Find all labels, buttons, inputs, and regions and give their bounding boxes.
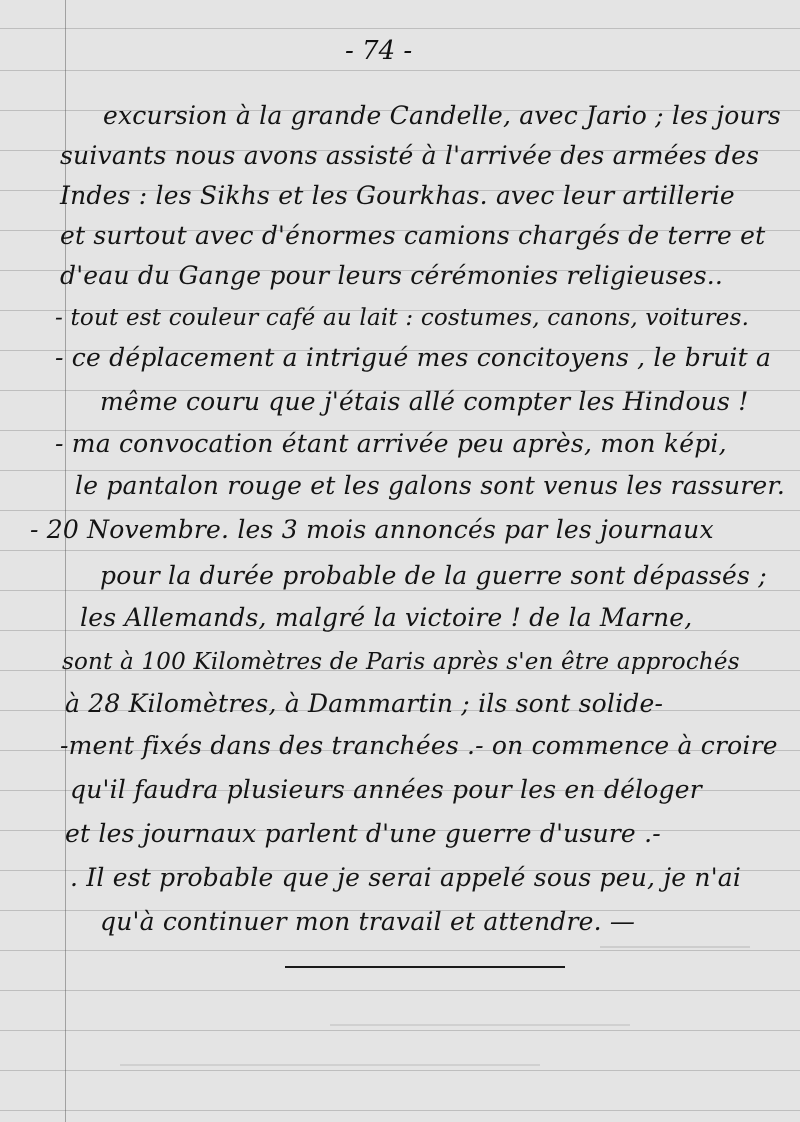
bleed-through-mark (600, 946, 750, 948)
handwritten-line: et surtout avec d'énormes camions chargés de terre et (60, 221, 766, 250)
handwritten-line: . Il est probable que je serai appelé sous peu, je n'ai (70, 863, 742, 892)
handwritten-line: - ma convocation étant arrivée peu après, mon képi, (55, 429, 727, 458)
handwritten-line: sont à 100 Kilomètres de Paris après s'en être approchés (62, 649, 740, 675)
handwritten-line: -ment fixés dans des tranchées .- on commence à croire (60, 731, 778, 760)
page-number: - 74 - (345, 36, 413, 66)
handwritten-line: les Allemands, malgré la victoire ! de la Marne, (80, 603, 693, 632)
handwritten-line: même couru que j'étais allé compter les Hindous ! (100, 387, 749, 416)
section-separator (285, 966, 565, 968)
handwritten-line: qu'il faudra plusieurs années pour les en déloger (70, 775, 702, 804)
handwritten-line: qu'à continuer mon travail et attendre. — (100, 907, 636, 936)
handwritten-line: pour la durée probable de la guerre sont dépassés ; (100, 561, 767, 590)
handwritten-line: - ce déplacement a intrigué mes concitoyens , le bruit a (55, 343, 772, 372)
handwritten-line: - 20 Novembre. les 3 mois annoncés par les journaux (30, 515, 714, 544)
handwritten-line: - tout est couleur café au lait : costumes, canons, voitures. (55, 305, 750, 331)
handwritten-line: Indes : les Sikhs et les Gourkhas. avec leur artillerie (60, 181, 735, 210)
handwritten-line: et les journaux parlent d'une guerre d'usure .- (65, 819, 661, 848)
handwritten-line: le pantalon rouge et les galons sont venus les rassurer. (75, 471, 785, 500)
handwritten-line: d'eau du Gange pour leurs cérémonies religieuses.. (60, 261, 724, 290)
handwritten-line: suivants nous avons assisté à l'arrivée des armées des (60, 141, 760, 170)
bleed-through-mark (330, 1024, 630, 1026)
handwritten-line: excursion à la grande Candelle, avec Jario ; les jours (103, 101, 781, 130)
bleed-through-mark (120, 1064, 540, 1066)
handwritten-line: à 28 Kilomètres, à Dammartin ; ils sont solide- (65, 689, 664, 718)
